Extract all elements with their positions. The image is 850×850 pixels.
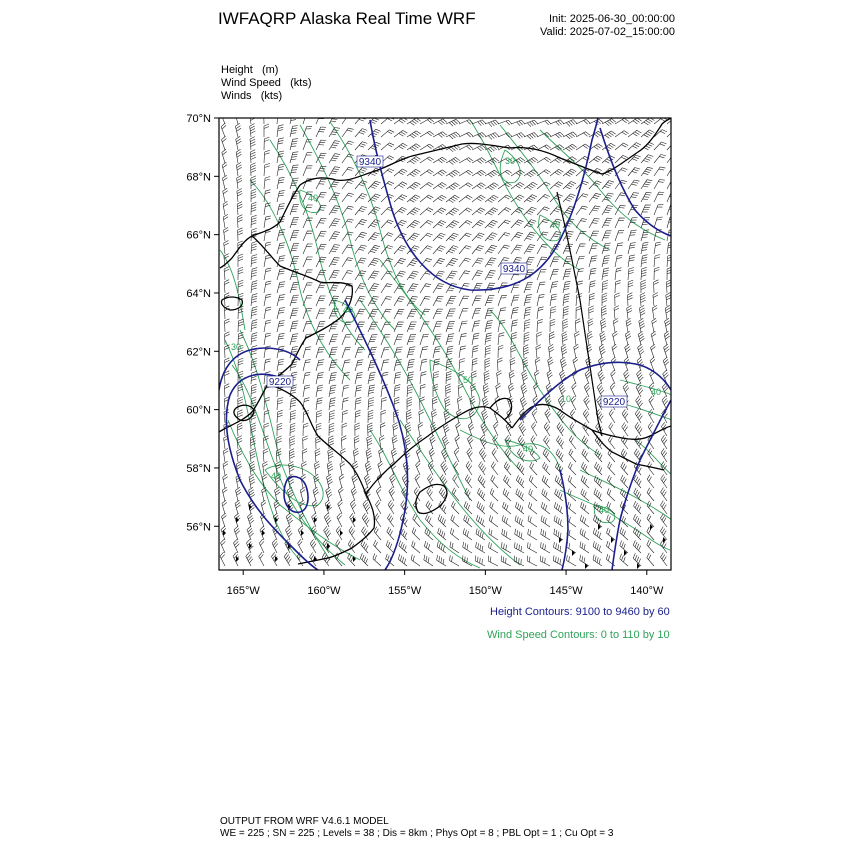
height-legend: Height Contours: 9100 to 9460 by 60 (490, 606, 670, 618)
wind-speed-label: 30 (230, 342, 242, 352)
wind-legend: Wind Speed Contours: 0 to 110 by 10 (487, 629, 670, 641)
lon-tick-label: 165°W (226, 585, 260, 597)
field-height: Height (m) (221, 64, 279, 76)
lon-tick-label: 150°W (468, 585, 502, 597)
wind-speed-label: 10 (560, 394, 572, 404)
lat-tick-label: 68°N (186, 171, 211, 184)
height-label: 9220 (602, 397, 626, 408)
model-footer (220, 816, 613, 840)
wind-speed-label: 40 (549, 220, 561, 230)
lat-tick-label: 66°N (186, 229, 211, 242)
lat-tick-label: 56°N (186, 521, 211, 534)
lon-tick-label: 155°W (388, 585, 422, 597)
lat-tick-label: 58°N (186, 462, 211, 475)
lat-tick-label: 64°N (186, 287, 211, 300)
footer-line-1: OUTPUT FROM WRF V4.6.1 MODEL (220, 816, 389, 827)
lon-tick-label: 140°W (630, 585, 664, 597)
footer-line-2: WE = 225 ; SN = 225 ; Levels = 38 ; Dis = 8km ; Phys Opt = 8 ; PBL Opt = 1 ; Cu Opt = 3 (220, 828, 614, 839)
height-label: 9340 (358, 157, 382, 168)
wind-speed-label: 40 (307, 193, 319, 203)
valid-time: Valid: 2025-07-02_15:00:00 (540, 26, 675, 38)
field-wind-speed: Wind Speed (kts) (221, 77, 312, 89)
field-winds: Winds (kts) (221, 90, 283, 102)
wind-speed-label: 30 (504, 156, 516, 166)
wind-speed-label: 50 (462, 375, 474, 385)
wind-speed-label: 40 (598, 505, 610, 515)
lon-tick-label: 145°W (549, 585, 583, 597)
init-time: Init: 2025-06-30_00:00:00 (548, 13, 675, 25)
latitude-axis (186, 113, 219, 533)
wind-speed-label: 40 (342, 305, 354, 315)
lon-tick-label: 160°W (307, 585, 341, 597)
lat-tick-label: 62°N (186, 346, 211, 359)
lat-tick-label: 70°N (186, 113, 211, 125)
lat-tick-label: 60°N (186, 404, 211, 417)
height-label: 9340 (502, 264, 526, 275)
wind-speed-label: 40 (650, 387, 662, 397)
wind-speed-label: 40 (270, 471, 282, 481)
plot-title: IWFAQRP Alaska Real Time WRF (218, 9, 476, 28)
longitude-axis (227, 570, 664, 597)
height-label: 9220 (268, 377, 292, 388)
wind-speed-label: 40 (522, 444, 534, 454)
